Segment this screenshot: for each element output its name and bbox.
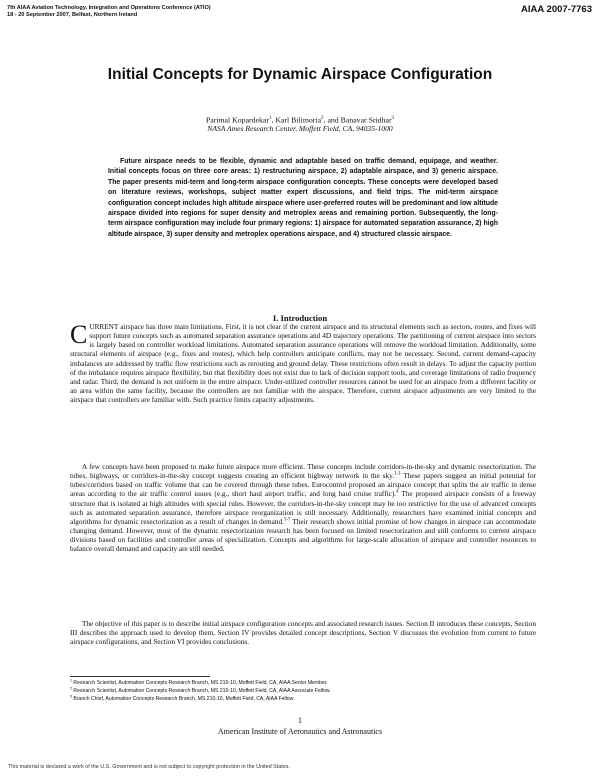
intro-paragraph-1	[70, 320, 536, 405]
author-separator: , and	[323, 115, 341, 125]
intro-paragraph-2	[70, 463, 536, 555]
author-name: Parimal Kopardekar	[205, 115, 269, 125]
footnote-divider	[70, 676, 210, 677]
paper-number: AIAA 2007-7763	[521, 4, 592, 15]
footnotes	[70, 679, 540, 704]
paragraph-text: URRENT airspace has three main limitations. First, it is not clear if the current airspace and its structural elements such as sectors, routes, and fixes will support future concepts such as automated separation assurance operations and 4D trajectory operations. The partitioning of current airspace into sectors is largely based on controller workload limitations. Automated separation assurance operations will remove the workload limitation. Additionally, some structural elements of airspace (e.g., fixes and routes), which help controllers anticipate conflicts, may not be necessary. Second, current demand-capacity imbalances are addressed by traffic flow restrictions such as rerouting and ground delay. These restrictions often result in delays. To adjust the capacity portion of the imbalance requires airspace flexibility, but that flexibility does not exist due to lack of decision support tools, and coverage limitations of radio frequency and radar. Third, the demand is not uniform in the entire airspace. Under-utilized controller resources cannot be used for an airspace from a different facility or an area within the same facility, because the controllers are not familiar with the airspace. Therefore, current airspace adjustments are very limited to the airspace that controllers are familiar with. Such practice limits capacity adjustments.	[70, 323, 536, 405]
citation: 4	[396, 490, 399, 496]
citation: 5-7	[283, 517, 291, 523]
author-mark: 3	[391, 116, 395, 121]
paragraph-text: These papers suggest an initial potential for tubes/corridors based on traffic volume that can be covered through these tubes. Eurocontrol proposed an airspace concept that splits the air traffic in dense areas according to the air traffic control issues (e.g., short haul airport traffic, and long haul cruise traffic).	[70, 472, 536, 499]
paragraph-text: The proposed airspace consists of a freeway structure that is isolated at high altitudes with special rules. However, the corridors-in-the-sky concept may be too restrictive for the use of advanced concepts such as automated separation assurance, therefore airspace reorganization is still necessary. Additionally, researchers have examined initial concepts and algorithms for dynamic resectorization as a result of changes in demand.	[70, 490, 536, 526]
footnote-text: Research Scientist, Automation Concepts Research Branch, MS 210-10, Moffett Field, CA, AIAA Associate Fellow.	[73, 688, 331, 695]
footnote	[70, 695, 540, 703]
section-heading: I. Introduction	[272, 313, 328, 323]
footnote-mark: 2	[70, 686, 72, 691]
intro-paragraph-3: The objective of this paper is to describe initial airspace configuration concepts and associated research issues. Section II introduces these concepts, Section III describes the approach used to develop them, Section IV provides detailed concept descriptions, Section V discusses the evolution from current to future airspace configurations, and Section VI provides conclusions.	[70, 620, 536, 647]
footnote-text: Branch Chief, Automation Concepts Research Branch, MS 210-10, Moffett Field, CA, AIAA Fellow.	[73, 696, 295, 703]
affiliation: NASA Ames Research Center, Moffett Field, CA, 94035-1000	[207, 124, 393, 133]
copyright-disclaimer: This material is declared a work of the U.S. Government and is not subject to copyright protection in the United States.	[8, 764, 290, 770]
conference-name: 7th AIAA Aviation Technology, Integration and Operations Conference (ATIO)	[7, 5, 211, 11]
citation: 1-3	[394, 471, 401, 477]
footnote	[70, 687, 540, 695]
author-name: Karl Bilimoria	[275, 115, 322, 125]
author-separator: ,	[271, 115, 276, 125]
footnote-text: Research Scientist, Automation Concepts Research Branch, MS 210-10, Moffett Field, CA, AIAA Senior Member.	[73, 680, 328, 686]
footnote-mark: 3	[70, 694, 72, 699]
author-mark: 2	[321, 116, 324, 121]
author-name: Banavar Sridhar	[340, 115, 392, 125]
footnote-mark: 1	[70, 678, 72, 683]
author-mark: 1	[268, 116, 272, 121]
footnote	[70, 679, 540, 687]
paragraph-text: A few concepts have been proposed to make future airspace more efficient. These concepts include corridors-in-the-sky and dynamic resectorization. The tubes, highways, or corridors-in-the-sky concept suggests creating an efficient highway network in the sky.	[70, 463, 536, 481]
conference-date-location: 18 - 20 September 2007, Belfast, Northern Ireland	[7, 12, 138, 18]
conference-header	[7, 5, 387, 19]
paper-title: Initial Concepts for Dynamic Airspace Configuration	[107, 66, 493, 83]
drop-cap: C	[70, 320, 88, 349]
abstract: Future airspace needs to be flexible, dynamic and adaptable based on traffic demand, equipage, and weather. Initial concepts focus on three core areas: 1) restructuring airspace, 2) adaptable airspace, and 3) generic airspace. The paper presents mid-term and long-term airspace configuration concepts. These concepts were developed based on literature reviews, workshops, subject matter expert discussions, and field trips. The mid-term airspace configuration concept includes high altitude airspace where user-preferred routes will be predominant and low altitude airspace divided into regions for super density and metroplex areas and remaining portion. Subsequently, the long-term airspace configuration may include four primary regions: 1) airspace for automated separation assurance, 2) high altitude airspace, 3) super density and metroplex operations airspace, and 4) structured classic airspace.	[108, 158, 498, 238]
paragraph-text: Their research shows initial promise of how changes in airspace can accommodate changing demand. However, most of the dynamic resectorization research has been focused on limited resectorization and still conforms to current airspace divisions based on facilities and controller areas of specialization. Concepts and algorithms for large-scale allocation of airspace and controller resources to balance overall demand and capacity are still needed.	[70, 517, 536, 554]
page-number: 1	[298, 716, 302, 725]
publisher-footer: American Institute of Aeronautics and Astronautics	[217, 727, 383, 736]
